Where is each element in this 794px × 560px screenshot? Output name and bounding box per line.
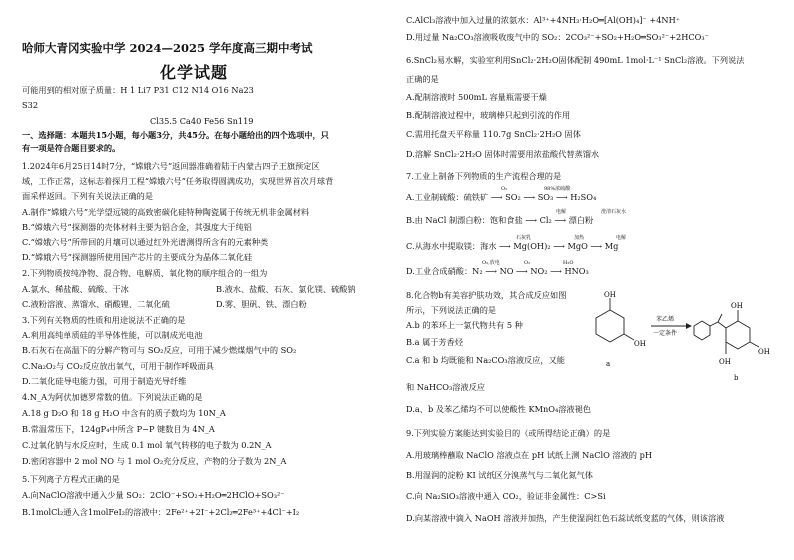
section-heading: 有一项是符合题目要求的。	[22, 143, 121, 153]
hydroxyl-label: OH	[604, 291, 616, 299]
atomic-mass-line: S32	[22, 100, 39, 110]
arrow-head	[686, 323, 692, 329]
reagent-label: 苯乙烯	[656, 316, 675, 323]
question-4-option-b: B.常温常压下，124gP₄中所含 P−P 键数目为 4N_A	[22, 424, 215, 434]
question-6-option-a: A.配制溶液时 500mL 容量瓶需要干燥	[406, 92, 547, 102]
question-5-option-d: D.用过量 Na₂CO₃溶液吸收废气中的 SO₂：2CO₃²⁻+SO₂+H₂O═SO₃²⁻+2HCO₃⁻	[406, 32, 709, 42]
question-9-option-c: C.向 Na₂SiO₃溶液中通入 CO₂，验证非金属性：C>Si	[406, 491, 606, 501]
question-8-option-c-continued: 和 NaHCO₃溶液反应	[406, 382, 485, 392]
question-1-option-a: A.制作“嫦娥六号”光学望远镜的高致密碳化硅特种陶瓷属于传统无机非金属材料	[22, 207, 310, 217]
question-3-stem: 3.下列有关物质的性质和用途说法不正确的是	[22, 315, 186, 325]
question-7-stem: 7.工业上制备下列物质的生产流程合理的是	[406, 171, 562, 181]
arrow-condition: H₂O	[563, 260, 574, 266]
question-8-stem: 8.化合物b有美容护肤功效，其合成反应如图	[406, 290, 567, 300]
question-2-stem: 2.下列物质按纯净物、混合物、电解质、氧化物的顺序组合的一组为	[22, 268, 268, 278]
question-8-option-c: C.a 和 b 均既能和 Na₂CO₃溶液反应，又能	[406, 355, 565, 365]
question-3-option-d: D.二氧化硅导电能力强，可用于制造光导纤维	[22, 376, 187, 386]
methyl-bond	[718, 314, 722, 322]
question-1-stem: 域，工作正常，这标志着探月工程“嫦娥六号”任务取得圆满成功，实现世界首次月球背	[22, 176, 334, 186]
question-6-stem: 正确的是	[406, 74, 439, 84]
question-2-option-b: B.液水、盐酸、石灰、氯化镁、硫酸钠	[216, 284, 356, 294]
benzene-ring-phenyl	[694, 321, 710, 340]
benzene-ring-a	[596, 310, 624, 342]
arrow-condition: 加热	[574, 235, 585, 241]
bond	[624, 334, 634, 340]
question-9-stem: 9.下列实验方案能达到实验目的（或所得结论正确）的是	[406, 428, 611, 438]
question-8-option-a: A.b 的苯环上一氯代物共有 5 种	[406, 320, 523, 330]
reaction-diagram	[576, 288, 776, 383]
subject-title: 化学试题	[160, 63, 229, 82]
question-8-option-d: D.a、b 及苯乙烯均不可以使酸性 KMnO₄溶液褪色	[406, 404, 591, 414]
question-9-option-d: D.向某溶液中滴入 NaOH 溶液并加热，产生使湿润红色石蕊试纸变蓝的气体，则该溶液	[406, 513, 725, 523]
exam-title: 哈师大青冈实验中学 2024—2025 学年度高三期中考试	[22, 41, 313, 55]
hydroxyl-label: OH	[634, 340, 646, 348]
question-7-option-b: B.由 NaCl 制漂白粉：饱和食盐 ⟶ Cl₂ ⟶ 漂白粉	[406, 215, 594, 225]
question-3-option-a: A.利用高纯单质硅的半导体性能，可以制成光电池	[22, 330, 203, 340]
arrow-condition: 电解	[556, 209, 567, 215]
compound-label-b: b	[734, 374, 739, 382]
question-8-option-b: B.a 属于芳香烃	[406, 337, 464, 347]
question-1-option-b: B.“嫦娥六号”探测器的壳体材料主要为铝合金，其强度大于纯铝	[22, 222, 252, 232]
question-2-option-d: D.雾、胆矾、铁、漂白粉	[216, 299, 307, 309]
hydroxyl-label: OH	[758, 348, 770, 356]
question-4-stem: 4.N_A为阿伏加德罗常数的值。下列说法正确的是	[22, 392, 203, 402]
question-1-option-d: D.“嫦娥六号”探测器所使用国产芯片的主要成分为晶体二氧化硅	[22, 252, 253, 262]
hydroxyl-label: OH	[731, 302, 743, 310]
question-3-option-b: B.石灰石在高温下的分解产物可与 SO₂反应，可用于减少燃煤烟气中的 SO₂	[22, 345, 297, 355]
hydroxyl-label: OH	[719, 358, 731, 366]
benzene-ring-b	[726, 321, 750, 349]
bond	[750, 342, 759, 347]
question-5-option-a: A.向NaClO溶液中通入少量 SO₂：2ClO⁻+SO₂+H₂O═2HClO+SO₃²⁻	[22, 490, 285, 500]
question-7-option-d: D.工业合成硝酸：N₂ ⟶ NO ⟶ NO₂ ⟶ HNO₃	[406, 266, 589, 276]
bond	[710, 322, 718, 326]
question-4-option-a: A.18 g D₂O 和 18 g H₂O 中含有的质子数均为 10N_A	[22, 408, 226, 418]
arrow-condition: 澄清石灰水	[601, 209, 627, 215]
question-1-stem: 1.2024年6月25日14时7分，“嫦娥六号”返回器准确着陆于内蒙古四子王旗预定区	[22, 161, 320, 171]
atomic-mass-line: Cl35.5 Ca40 Fe56 Sn119	[150, 116, 254, 126]
option-text: A.工业制硫酸：硫铁矿 ⟶ SO₂ ⟶ SO₃ ⟶ H₂SO₄	[406, 192, 597, 202]
question-4-option-c: C.过氧化钠与水反应时，生成 0.1 mol 氧气转移的电子数为 0.2N_A	[22, 440, 272, 450]
question-5-option-c: C.AlCl₃溶液中加入过量的浓氨水：Al³⁺+4NH₃·H₂O═[Al(OH)₄]⁻ +4NH⁺	[406, 15, 681, 25]
question-1-option-c: C.“嫦娥六号”所带回的月壤可以通过红外光谱测得所含有的元素种类	[22, 237, 269, 247]
question-7-option-c: C.从海水中提取镁：海水 ⟶ Mg(OH)₂ ⟶ MgO ⟶ Mg	[406, 241, 619, 251]
question-5-stem: 5.下列离子方程式正确的是	[22, 474, 120, 484]
question-5-option-b: B.1molCl₂通入含1molFeI₂的溶液中：2Fe²⁺+2I⁻+2Cl₂═2Fe³⁺+4Cl⁻+I₂	[22, 507, 300, 517]
arrow-condition: 98%浓硫酸	[544, 186, 571, 192]
question-6-option-b: B.配制溶液过程中，玻璃棒只起到引流的作用	[406, 110, 571, 120]
question-6-stem: 6.SnCl₂易水解，实验室利用SnCl₂·2H₂O固体配制 490mL 1mol·L⁻¹ SnCl₂溶液。下列说法	[406, 55, 745, 65]
arrow-condition: 电解	[616, 235, 627, 241]
arrow-condition: O₂	[501, 186, 508, 192]
compound-label-a: a	[606, 360, 611, 368]
question-9-option-a: A.用玻璃棒蘸取 NaClO 溶液点在 pH 试纸上测 NaClO 溶液的 pH	[406, 450, 652, 460]
question-3-option-c: C.Na₂O₂与 CO₂反应放出氧气，可用于制作呼吸面具	[22, 361, 214, 371]
question-6-option-d: D.溶解 SnCl₂·2H₂O 固体时需要用浓盐酸代替蒸馏水	[406, 149, 600, 159]
arrow-condition: O₂,放电	[482, 260, 500, 266]
question-6-option-c: C.需用托盘天平称量 110.7g SnCl₂·2H₂O 固体	[406, 129, 581, 139]
bond	[718, 322, 726, 328]
arrow-condition: O₂	[524, 260, 531, 266]
question-9-option-b: B.用湿润的淀粉 KI 试纸区分溴蒸气与二氧化氮气体	[406, 470, 593, 480]
question-8-stem: 所示，下列说法正确的是	[406, 305, 497, 315]
question-4-option-d: D.密闭容器中 2 mol NO 与 1 mol O₂充分反应，产物的分子数为 2N_A	[22, 456, 287, 466]
atomic-mass-line: 可能用到的相对原子质量：H 1 Li7 P31 C12 N14 O16 Na23	[22, 85, 254, 95]
section-heading: 一、选择题：本题共15小题，每小题3分，共45分。在每小题给出的四个选项中，只	[22, 130, 329, 140]
question-2-option-a: A.氯水、稀盐酸、硫酸、干冰	[22, 284, 129, 294]
question-2-option-c: C.液粉溶液、蒸馏水、硝酸锂、二氧化硫	[22, 299, 170, 309]
arrow-condition: 石灰乳	[516, 235, 532, 241]
condition-label: 一定条件	[653, 330, 678, 337]
question-1-stem: 面采样返回。下列有关说法正确的是	[22, 191, 154, 201]
